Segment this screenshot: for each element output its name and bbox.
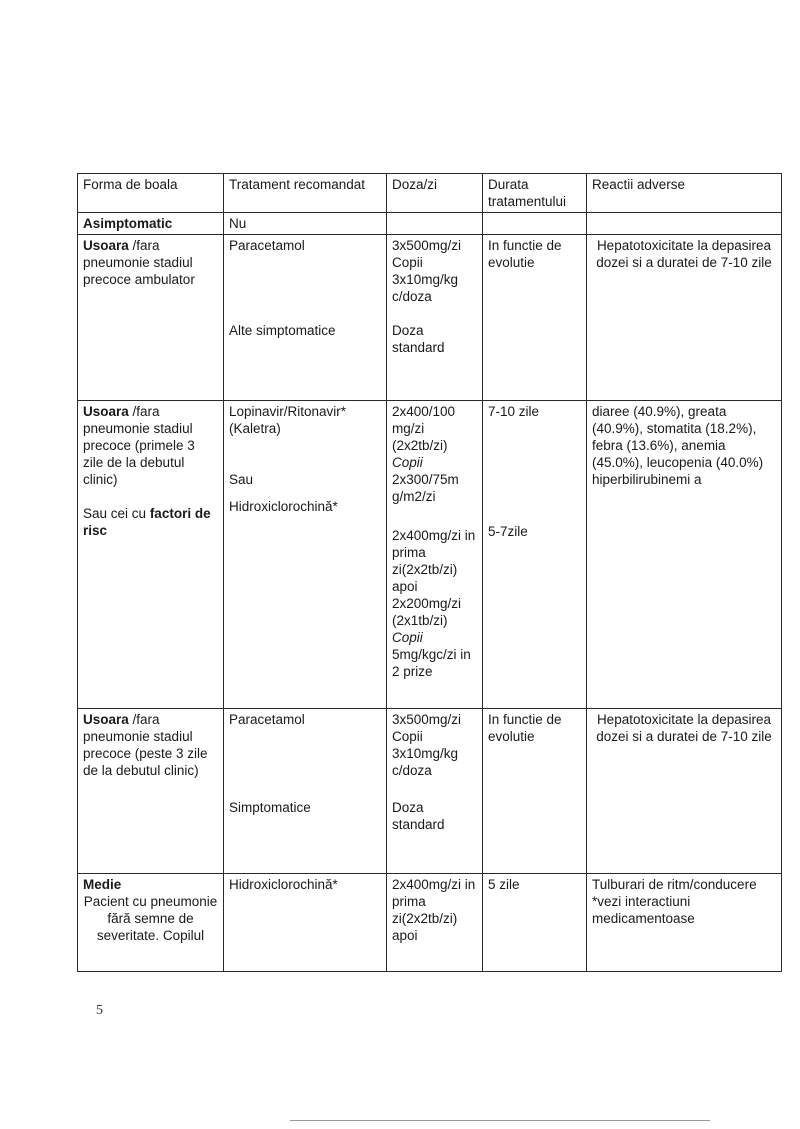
header-reactii-adverse: Reactii adverse (587, 174, 782, 213)
cell-doza: 3x500mg/zi Copii 3x10mg/kg c/doza Doza standard (387, 709, 483, 874)
cell-reactii: diaree (40.9%), greata (40.9%), stomatita (18.2%), febra (13.6%), anemia (45.0%), leucopenia (40.0%) hiperbilirubinemi a (587, 401, 782, 709)
cell-doza (387, 213, 483, 235)
header-durata-tratamentului: Durata tratamentului (483, 174, 587, 213)
cell-tratament: Paracetamol Alte simptomatice (224, 235, 387, 401)
cell-forma: Usoara /fara pneumonie stadiul precoce ambulator (78, 235, 224, 401)
cell-reactii: Hepatotoxicitate la depasirea dozei si a duratei de 7-10 zile (587, 235, 782, 401)
cell-tratament: Lopinavir/Ritonavir* (Kaletra) Sau Hidroxiclorochină* (224, 401, 387, 709)
cell-durata: In functie de evolutie (483, 709, 587, 874)
treatment-table (77, 173, 782, 972)
table-row (78, 709, 782, 874)
header-tratament-recomandat: Tratament recomandat (224, 174, 387, 213)
cell-reactii: Tulburari de ritm/conducere *vezi interactiuni medicamentoase (587, 874, 782, 972)
cell-forma: Usoara /fara pneumonie stadiul precoce (primele 3 zile de la debutul clinic) Sau cei cu factori de risc (78, 401, 224, 709)
table-row (78, 874, 782, 972)
table-row (78, 401, 782, 709)
cell-reactii (587, 213, 782, 235)
cell-reactii: Hepatotoxicitate la depasirea dozei si a duratei de 7-10 zile (587, 709, 782, 874)
cell-tratament: Hidroxiclorochină* (224, 874, 387, 972)
cell-forma: Usoara /fara pneumonie stadiul precoce (peste 3 zile de la debutul clinic) (78, 709, 224, 874)
cell-tratament: Nu (224, 213, 387, 235)
cell-doza: 2x400/100 mg/zi (2x2tb/zi) Copii 2x300/75m g/m2/zi 2x400mg/zi in prima zi(2x2tb/zi) apoi 2x200mg/zi (2x1tb/zi) Copii 5mg/kgc/zi in 2 prize (387, 401, 483, 709)
cell-durata: 5 zile (483, 874, 587, 972)
cell-durata (483, 213, 587, 235)
header-forma-de-boala: Forma de boala (78, 174, 224, 213)
page-number: 5 (96, 1003, 103, 1018)
cell-durata: In functie de evolutie (483, 235, 587, 401)
table-row (78, 235, 782, 401)
cell-doza: 3x500mg/zi Copii 3x10mg/kg c/doza Doza standard (387, 235, 483, 401)
cell-durata: 7-10 zile 5-7zile (483, 401, 587, 709)
table-header-row (78, 174, 782, 213)
table-row (78, 213, 782, 235)
cell-tratament: Paracetamol Simptomatice (224, 709, 387, 874)
footer-divider (290, 1120, 710, 1121)
cell-forma: Asimptomatic (78, 213, 224, 235)
cell-forma: Medie Pacient cu pneumonie fără semne de severitate. Copilul (78, 874, 224, 972)
cell-doza: 2x400mg/zi in prima zi(2x2tb/zi) apoi (387, 874, 483, 972)
header-doza-zi: Doza/zi (387, 174, 483, 213)
